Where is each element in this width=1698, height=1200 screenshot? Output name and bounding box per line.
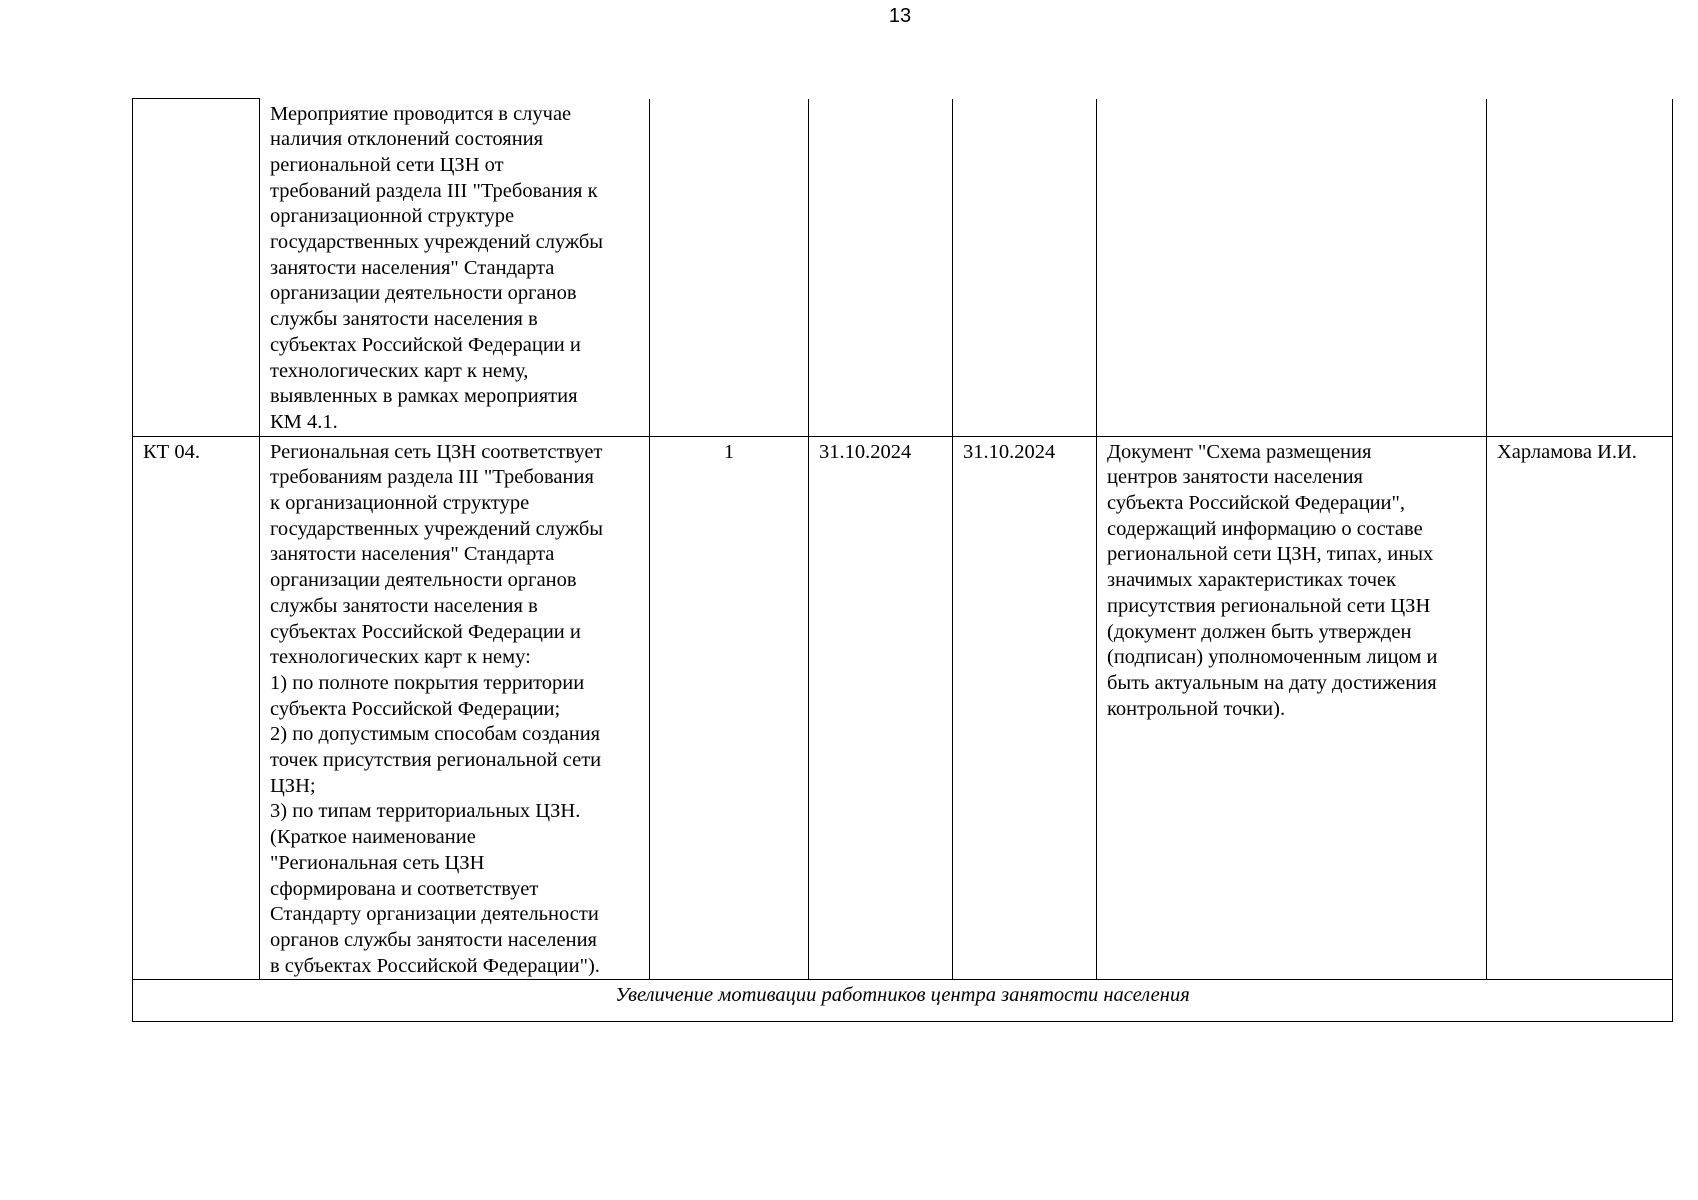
table-row <box>133 99 1673 437</box>
section-title: Увеличение мотивации работников центра занятости населения <box>133 980 1673 1022</box>
control-points-table <box>132 98 1673 1022</box>
start-date-cell <box>809 99 953 437</box>
level-cell <box>650 99 809 437</box>
start-date-cell: 31.10.2024 <box>809 436 953 980</box>
result-document-cell: Документ "Схема размещения центров занятости населения субъекта Российской Федерации", содержащий информацию о составе региональной сети ЦЗН, типах, иных значимых характеристиках точек присутствия региональной сети ЦЗН (документ должен быть утвержден (подписан) уполномоченным лицом и быть актуальным на дату достижения контрольной точки). <box>1097 436 1487 980</box>
section-row <box>133 980 1673 1022</box>
result-document-cell <box>1097 99 1487 437</box>
end-date-cell <box>953 99 1097 437</box>
code-cell: КТ 04. <box>133 436 260 980</box>
code-cell <box>133 99 260 437</box>
end-date-cell: 31.10.2024 <box>953 436 1097 980</box>
table-row <box>133 436 1673 980</box>
page-number: 13 <box>888 5 912 27</box>
responsible-cell: Харламова И.И. <box>1487 436 1673 980</box>
description-cell: Мероприятие проводится в случае наличия отклонений состояния региональной сети ЦЗН от требований раздела III "Требования к организационной структуре государственных учреждений службы занятости населения" Стандарта организации деятельности органов службы занятости населения в субъектах Российской Федерации и технологических карт к нему, выявленных в рамках мероприятия КМ 4.1. <box>260 99 650 437</box>
responsible-cell <box>1487 99 1673 437</box>
description-cell: Региональная сеть ЦЗН соответствует требованиям раздела III "Требования к организационной структуре государственных учреждений службы занятости населения" Стандарта организации деятельности органов службы занятости населения в субъектах Российской Федерации и технологических карт к нему: 1) по полноте покрытия территории субъекта Российской Федерации; 2) по допустимым способам создания точек присутствия региональной сети ЦЗН; 3) по типам территориальных ЦЗН. (Краткое наименование "Региональная сеть ЦЗН сформирована и соответствует Стандарту организации деятельности органов службы занятости населения в субъектах Российской Федерации"). <box>260 436 650 980</box>
level-cell: 1 <box>650 436 809 980</box>
